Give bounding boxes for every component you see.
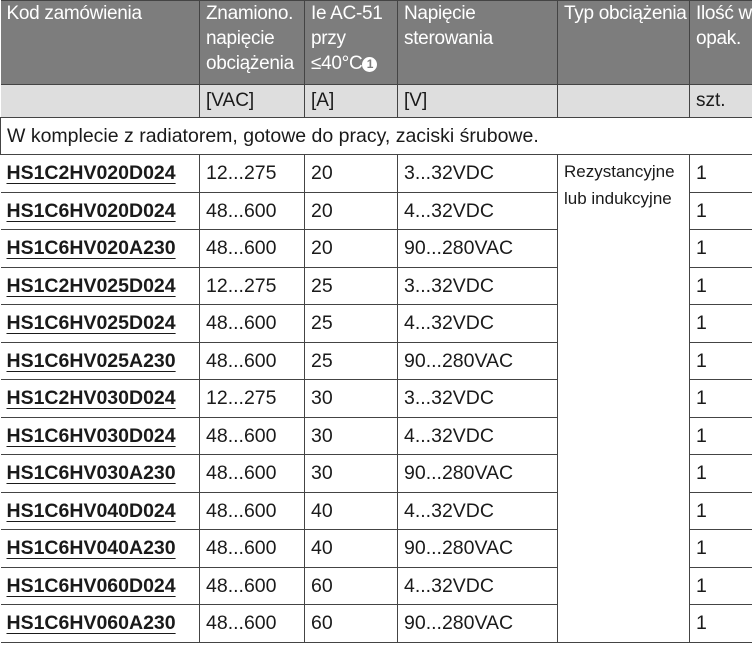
order-code-link[interactable]: HS1C6HV040A230 (6, 537, 176, 559)
unit-qty: szt. (690, 85, 752, 118)
control-cell: 90...280VAC (398, 455, 558, 493)
order-code-link[interactable]: HS1C6HV030D024 (6, 424, 176, 447)
order-code-link[interactable]: HS1C6HV030A230 (6, 462, 176, 484)
current-cell: 30 (305, 455, 398, 493)
current-cell: 20 (305, 192, 398, 230)
current-cell: 60 (305, 567, 398, 605)
voltage-cell: 48...600 (200, 230, 305, 268)
current-cell: 30 (305, 380, 398, 418)
qty-cell: 1 (690, 455, 752, 493)
order-code-cell[interactable] (1, 492, 200, 530)
order-code-link[interactable]: HS1C6HV060D024 (6, 574, 176, 597)
unit-current: [A] (305, 85, 398, 118)
current-cell: 40 (305, 492, 398, 530)
control-cell: 4...32VDC (398, 492, 558, 530)
control-cell: 3...32VDC (398, 267, 558, 305)
control-cell: 4...32VDC (398, 417, 558, 455)
order-code-cell[interactable] (1, 305, 200, 343)
order-code-link[interactable]: HS1C6HV025A230 (6, 349, 176, 372)
qty-cell: 1 (690, 230, 752, 268)
order-code-link[interactable]: HS1C6HV020A230 (6, 237, 176, 259)
order-code-link[interactable]: HS1C2HV020D024 (6, 162, 176, 184)
qty-cell: 1 (690, 492, 752, 530)
section-label: W komplecie z radiatorem, gotowe do pracy, zaciski śrubowe. (1, 118, 752, 155)
header-code: Kod zamówienia (1, 1, 200, 85)
order-code-cell[interactable] (1, 567, 200, 605)
qty-cell: 1 (690, 342, 752, 380)
control-cell: 4...32VDC (398, 567, 558, 605)
voltage-cell: 48...600 (200, 417, 305, 455)
header-control: Napięcie sterowania (398, 1, 558, 85)
control-cell: 3...32VDC (398, 155, 558, 193)
control-cell: 90...280VAC (398, 530, 558, 568)
note-1-icon: 1 (362, 57, 377, 72)
order-code-cell[interactable] (1, 530, 200, 568)
control-cell: 90...280VAC (398, 605, 558, 643)
order-code-cell[interactable] (1, 192, 200, 230)
order-code-cell[interactable] (1, 155, 200, 193)
load-type-cell: Rezystancyjne lub indukcyjne (558, 155, 690, 643)
order-code-cell[interactable] (1, 267, 200, 305)
current-cell: 30 (305, 417, 398, 455)
qty-cell: 1 (690, 417, 752, 455)
order-code-link[interactable]: HS1C6HV060A230 (6, 612, 176, 634)
voltage-cell: 48...600 (200, 192, 305, 230)
control-cell: 4...32VDC (398, 305, 558, 343)
voltage-cell: 48...600 (200, 530, 305, 568)
current-cell: 25 (305, 267, 398, 305)
order-code-link[interactable]: HS1C2HV030D024 (6, 387, 176, 409)
unit-voltage: [VAC] (200, 85, 305, 118)
control-cell: 90...280VAC (398, 230, 558, 268)
unit-control: [V] (398, 85, 558, 118)
order-code-cell[interactable] (1, 380, 200, 418)
current-cell: 20 (305, 155, 398, 193)
current-cell: 40 (305, 530, 398, 568)
qty-cell: 1 (690, 267, 752, 305)
voltage-cell: 12...275 (200, 155, 305, 193)
voltage-cell: 12...275 (200, 380, 305, 418)
voltage-cell: 48...600 (200, 342, 305, 380)
current-cell: 20 (305, 230, 398, 268)
voltage-cell: 48...600 (200, 455, 305, 493)
control-cell: 4...32VDC (398, 192, 558, 230)
control-cell: 90...280VAC (398, 342, 558, 380)
unit-load-type (558, 85, 690, 118)
voltage-cell: 48...600 (200, 492, 305, 530)
current-cell: 60 (305, 605, 398, 643)
header-voltage: Znamiono. napięcie obciążenia (200, 1, 305, 85)
qty-cell: 1 (690, 530, 752, 568)
control-cell: 3...32VDC (398, 380, 558, 418)
header-current-label: Ie AC-51 przy ≤40°C (311, 3, 383, 74)
order-code-link[interactable]: HS1C6HV025D024 (6, 312, 176, 334)
header-load-type: Typ obciążenia (558, 1, 690, 85)
order-code-cell[interactable] (1, 417, 200, 455)
voltage-cell: 48...600 (200, 567, 305, 605)
qty-cell: 1 (690, 305, 752, 343)
section-row (1, 118, 752, 155)
qty-cell: 1 (690, 605, 752, 643)
order-code-link[interactable]: HS1C6HV020D024 (6, 199, 176, 222)
unit-code (1, 85, 200, 118)
order-code-cell[interactable] (1, 230, 200, 268)
qty-cell: 1 (690, 567, 752, 605)
current-cell: 25 (305, 342, 398, 380)
order-code-cell[interactable] (1, 342, 200, 380)
qty-cell: 1 (690, 155, 752, 193)
header-current (305, 1, 398, 85)
current-cell: 25 (305, 305, 398, 343)
order-code-link[interactable]: HS1C6HV040D024 (6, 499, 176, 522)
voltage-cell: 12...275 (200, 267, 305, 305)
order-code-cell[interactable] (1, 455, 200, 493)
voltage-cell: 48...600 (200, 305, 305, 343)
voltage-cell: 48...600 (200, 605, 305, 643)
order-code-cell[interactable] (1, 605, 200, 643)
order-code-link[interactable]: HS1C2HV025D024 (6, 274, 176, 297)
header-row (1, 1, 752, 85)
qty-cell: 1 (690, 380, 752, 418)
qty-cell: 1 (690, 192, 752, 230)
header-qty: Ilość w opak. (690, 1, 752, 85)
units-row (1, 85, 752, 118)
table-row (1, 155, 752, 193)
